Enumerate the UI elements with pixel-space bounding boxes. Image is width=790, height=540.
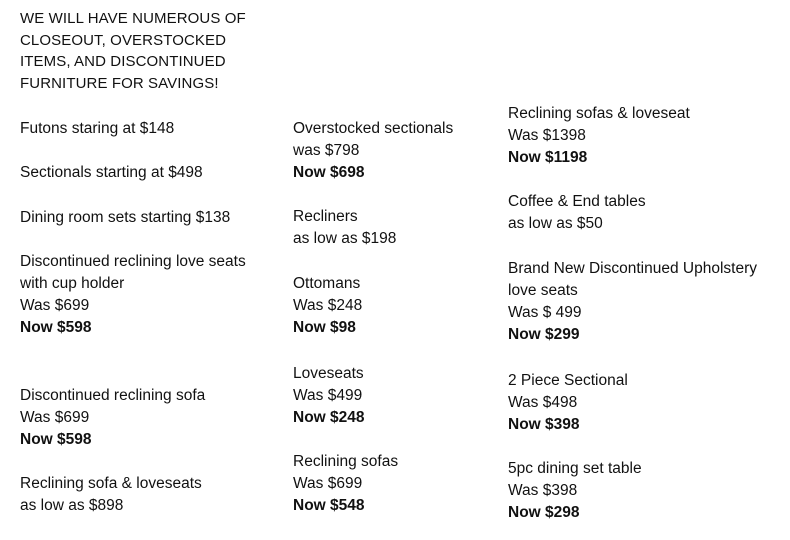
- deal-line: Recliners: [293, 208, 358, 225]
- deal-was-price: Was $1398: [508, 127, 586, 144]
- deal-was-price: Was $398: [508, 482, 578, 499]
- deal-was-price: Was $248: [293, 297, 363, 314]
- deal-now-price: Now $1198: [508, 149, 588, 166]
- deal-5pc-dining-set: [508, 458, 642, 524]
- deal-line: Coffee & End tables: [508, 193, 646, 210]
- deal-now-price: Now $398: [508, 416, 580, 433]
- deal-line: 2 Piece Sectional: [508, 372, 628, 389]
- deal-line: Sectionals starting at $498: [20, 164, 203, 181]
- deal-futons: [20, 118, 174, 140]
- deal-was-price: Was $699: [293, 475, 363, 492]
- deal-discontinued-reclining-love-seats: [20, 251, 246, 339]
- deal-line: Loveseats: [293, 365, 364, 382]
- deal-line: Discontinued reclining love seats: [20, 253, 246, 270]
- deal-line: Overstocked sectionals: [293, 120, 454, 137]
- deal-overstocked-sectionals: [293, 118, 453, 184]
- deal-now-price: Now $598: [20, 319, 92, 336]
- deal-line: Dining room sets starting $138: [20, 209, 231, 226]
- deal-was-price: Was $ 499: [508, 304, 582, 321]
- deal-line: Reclining sofas & loveseat: [508, 105, 690, 122]
- deal-was-price: Was $699: [20, 297, 90, 314]
- deal-line: as low as $50: [508, 215, 603, 232]
- deal-sectionals: [20, 162, 203, 184]
- deal-line: Discontinued reclining sofa: [20, 387, 206, 404]
- deal-now-price: Now $299: [508, 326, 580, 343]
- deal-now-price: Now $248: [293, 409, 365, 426]
- deal-reclining-sofas: [293, 451, 398, 517]
- deal-line: Reclining sofa & loveseats: [20, 475, 202, 492]
- deal-now-price: Now $298: [508, 504, 580, 521]
- deal-ottomans: [293, 273, 362, 339]
- deal-discontinued-reclining-sofa: [20, 385, 205, 451]
- headline: WE WILL HAVE NUMEROUS OF CLOSEOUT, OVERSTOCKED ITEMS, AND DISCONTINUED FURNITURE FOR SAVINGS!: [20, 10, 246, 92]
- deal-line: as low as $898: [20, 497, 124, 514]
- deal-was-price: was $798: [293, 142, 360, 159]
- deal-line: Ottomans: [293, 275, 361, 292]
- deal-line: Brand New Discontinued Upholstery: [508, 260, 757, 277]
- deal-line: Futons staring at $148: [20, 120, 175, 137]
- deal-was-price: Was $699: [20, 409, 90, 426]
- deal-line: 5pc dining set table: [508, 460, 642, 477]
- deal-upholstery-love-seats: [508, 258, 757, 346]
- deal-line: as low as $198: [293, 230, 397, 247]
- deal-was-price: Was $499: [293, 387, 363, 404]
- deal-reclining-sofa-loveseats: [20, 473, 202, 517]
- deal-loveseats: [293, 363, 365, 429]
- deal-now-price: Now $698: [293, 164, 365, 181]
- deal-recliners: [293, 206, 396, 250]
- deal-reclining-sofas-loveseat: [508, 103, 690, 169]
- deal-now-price: Now $598: [20, 431, 92, 448]
- deal-line: Reclining sofas: [293, 453, 399, 470]
- deal-was-price: Was $498: [508, 394, 578, 411]
- deal-now-price: Now $98: [293, 319, 356, 336]
- deal-line: love seats: [508, 282, 578, 299]
- deal-2-piece-sectional: [508, 370, 628, 436]
- deal-dining-room-sets: [20, 207, 230, 229]
- deal-line: with cup holder: [20, 275, 125, 292]
- deal-coffee-end-tables: [508, 191, 646, 235]
- deal-now-price: Now $548: [293, 497, 365, 514]
